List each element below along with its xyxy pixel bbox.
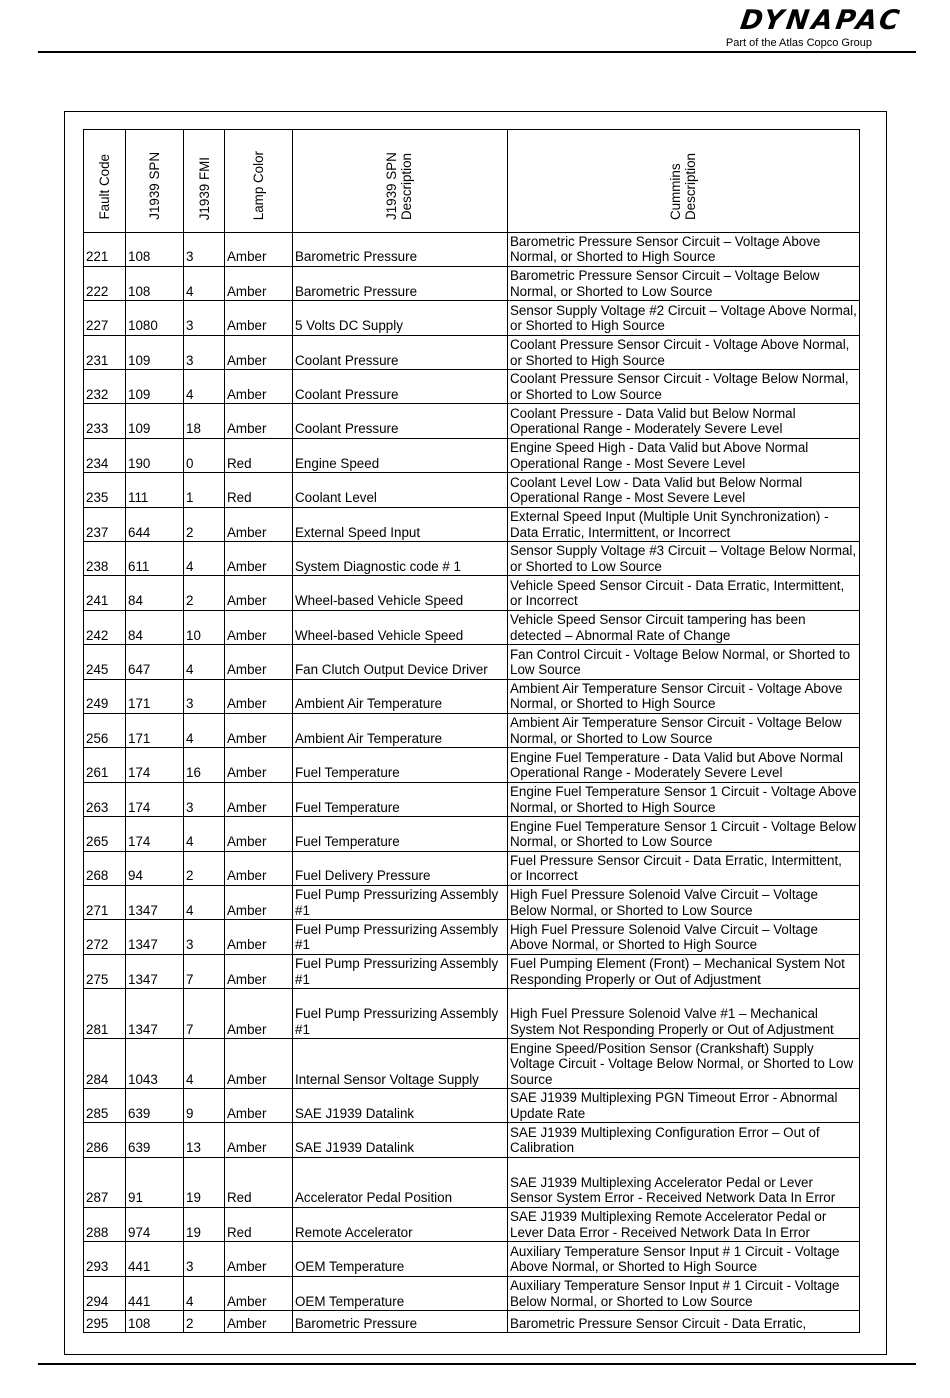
spn-description-cell: Coolant Pressure (293, 370, 508, 404)
spn-cell: 441 (126, 1276, 184, 1310)
lamp-color-cell: Amber (225, 610, 293, 644)
column-header-spn: J1939 SPN (126, 130, 184, 233)
lamp-color-cell: Amber (225, 851, 293, 885)
lamp-color-cell: Amber (225, 542, 293, 576)
spn-description-cell: Fuel Temperature (293, 748, 508, 782)
cummins-description-cell: High Fuel Pressure Solenoid Valve #1 – Mechanical System Not Responding Properly or Out of Adjustment (508, 989, 860, 1039)
fault-code-cell: 241 (84, 576, 126, 610)
fault-code-cell: 256 (84, 713, 126, 747)
spn-cell: 109 (126, 335, 184, 369)
table-row (84, 1311, 860, 1333)
fault-code-cell: 237 (84, 507, 126, 541)
table-row (84, 1089, 860, 1123)
fmi-cell: 2 (184, 1311, 225, 1333)
fmi-cell: 1 (184, 473, 225, 507)
fault-code-cell: 265 (84, 817, 126, 851)
fault-code-cell: 222 (84, 266, 126, 300)
cummins-description-cell: Fuel Pumping Element (Front) – Mechanical System Not Responding Properly or Out of Adjustment (508, 954, 860, 988)
lamp-color-cell: Amber (225, 920, 293, 954)
table-row (84, 1207, 860, 1241)
spn-cell: 1347 (126, 920, 184, 954)
fault-code-cell: 295 (84, 1311, 126, 1333)
fmi-cell: 3 (184, 920, 225, 954)
fmi-cell: 2 (184, 851, 225, 885)
spn-description-cell: 5 Volts DC Supply (293, 301, 508, 335)
fault-code-cell: 287 (84, 1157, 126, 1207)
fmi-cell: 3 (184, 301, 225, 335)
lamp-color-cell: Amber (225, 748, 293, 782)
spn-description-cell: SAE J1939 Datalink (293, 1123, 508, 1157)
fault-code-cell: 245 (84, 645, 126, 679)
table-row (84, 1123, 860, 1157)
cummins-description-cell: SAE J1939 Multiplexing Accelerator Pedal or Lever Sensor System Error - Received Network Data In Error (508, 1157, 860, 1207)
brand-name: DYNAPAC (738, 5, 905, 36)
spn-cell: 190 (126, 438, 184, 472)
table-row (84, 542, 860, 576)
fault-code-cell: 263 (84, 782, 126, 816)
fmi-cell: 7 (184, 954, 225, 988)
fmi-cell: 4 (184, 542, 225, 576)
spn-cell: 109 (126, 404, 184, 438)
spn-cell: 171 (126, 713, 184, 747)
cummins-description-cell: Vehicle Speed Sensor Circuit - Data Erratic, Intermittent, or Incorrect (508, 576, 860, 610)
fmi-cell: 4 (184, 817, 225, 851)
fault-code-cell: 281 (84, 989, 126, 1039)
spn-cell: 94 (126, 851, 184, 885)
table-row (84, 679, 860, 713)
fault-code-cell: 285 (84, 1089, 126, 1123)
spn-cell: 1080 (126, 301, 184, 335)
cummins-description-cell: Engine Speed/Position Sensor (Crankshaft) Supply Voltage Circuit - Voltage Below Normal, or Shorted to Low Source (508, 1039, 860, 1089)
spn-description-cell: Barometric Pressure (293, 266, 508, 300)
table-row (84, 782, 860, 816)
spn-description-cell: Wheel-based Vehicle Speed (293, 610, 508, 644)
spn-description-cell: Coolant Pressure (293, 335, 508, 369)
lamp-color-cell: Amber (225, 713, 293, 747)
fault-code-cell: 272 (84, 920, 126, 954)
cummins-description-cell: Coolant Level Low - Data Valid but Below Normal Operational Range - Most Severe Level (508, 473, 860, 507)
cummins-description-cell: Barometric Pressure Sensor Circuit – Voltage Below Normal, or Shorted to Low Source (508, 266, 860, 300)
spn-description-cell: Fuel Temperature (293, 782, 508, 816)
cummins-description-cell: Barometric Pressure Sensor Circuit – Voltage Above Normal, or Shorted to High Source (508, 232, 860, 266)
spn-description-cell: Wheel-based Vehicle Speed (293, 576, 508, 610)
lamp-color-cell: Amber (225, 507, 293, 541)
fmi-cell: 4 (184, 885, 225, 919)
cummins-description-cell: External Speed Input (Multiple Unit Synchronization) - Data Erratic, Intermittent, or Incorrect (508, 507, 860, 541)
cummins-description-cell: Coolant Pressure - Data Valid but Below Normal Operational Range - Moderately Severe Level (508, 404, 860, 438)
cummins-description-cell: Fuel Pressure Sensor Circuit - Data Erratic, Intermittent, or Incorrect (508, 851, 860, 885)
fault-code-cell: 294 (84, 1276, 126, 1310)
spn-cell: 91 (126, 1157, 184, 1207)
fault-code-cell: 227 (84, 301, 126, 335)
fmi-cell: 4 (184, 370, 225, 404)
lamp-color-cell: Amber (225, 335, 293, 369)
cummins-description-cell: SAE J1939 Multiplexing PGN Timeout Error - Abnormal Update Rate (508, 1089, 860, 1123)
fmi-cell: 2 (184, 507, 225, 541)
lamp-color-cell: Amber (225, 266, 293, 300)
spn-description-cell: Ambient Air Temperature (293, 679, 508, 713)
brand-tagline: Part of the Atlas Copco Group (725, 37, 872, 49)
table-row (84, 920, 860, 954)
lamp-color-cell: Amber (225, 1242, 293, 1276)
spn-cell: 647 (126, 645, 184, 679)
table-row (84, 954, 860, 988)
spn-cell: 1043 (126, 1039, 184, 1089)
cummins-description-cell: Sensor Supply Voltage #3 Circuit – Voltage Below Normal, or Shorted to Low Source (508, 542, 860, 576)
table-row (84, 1276, 860, 1310)
spn-cell: 171 (126, 679, 184, 713)
spn-cell: 1347 (126, 885, 184, 919)
spn-cell: 84 (126, 610, 184, 644)
spn-description-cell: Remote Accelerator (293, 1207, 508, 1241)
spn-cell: 109 (126, 370, 184, 404)
fault-code-cell: 261 (84, 748, 126, 782)
table-row (84, 370, 860, 404)
lamp-color-cell: Red (225, 1157, 293, 1207)
footer-rule (38, 1363, 916, 1365)
spn-description-cell: SAE J1939 Datalink (293, 1089, 508, 1123)
fault-code-cell: 233 (84, 404, 126, 438)
spn-description-cell: Fuel Temperature (293, 817, 508, 851)
fault-code-cell: 235 (84, 473, 126, 507)
spn-cell: 108 (126, 232, 184, 266)
spn-description-cell: Barometric Pressure (293, 1311, 508, 1333)
spn-description-cell: Fuel Pump Pressurizing Assembly #1 (293, 885, 508, 919)
spn-description-cell: Ambient Air Temperature (293, 713, 508, 747)
table-row (84, 1039, 860, 1089)
cummins-description-cell: SAE J1939 Multiplexing Remote Accelerator Pedal or Lever Data Error - Received Network Data In Error (508, 1207, 860, 1241)
spn-description-cell: Fuel Pump Pressurizing Assembly #1 (293, 954, 508, 988)
table-row (84, 713, 860, 747)
cummins-description-cell: High Fuel Pressure Solenoid Valve Circuit – Voltage Below Normal, or Shorted to Low Source (508, 885, 860, 919)
fault-code-cell: 232 (84, 370, 126, 404)
lamp-color-cell: Red (225, 1207, 293, 1241)
spn-description-cell: Coolant Pressure (293, 404, 508, 438)
cummins-description-cell: Auxiliary Temperature Sensor Input # 1 Circuit - Voltage Below Normal, or Shorted to Low Source (508, 1276, 860, 1310)
table-row (84, 266, 860, 300)
lamp-color-cell: Amber (225, 954, 293, 988)
fmi-cell: 9 (184, 1089, 225, 1123)
cummins-description-cell: Engine Speed High - Data Valid but Above Normal Operational Range - Most Severe Level (508, 438, 860, 472)
column-header-spn-description: J1939 SPN Description (293, 130, 508, 233)
fmi-cell: 4 (184, 1276, 225, 1310)
fault-code-cell: 275 (84, 954, 126, 988)
lamp-color-cell: Amber (225, 817, 293, 851)
fmi-cell: 19 (184, 1157, 225, 1207)
spn-description-cell: Coolant Level (293, 473, 508, 507)
spn-cell: 1347 (126, 989, 184, 1039)
spn-cell: 174 (126, 817, 184, 851)
column-header-lamp-color: Lamp Color (225, 130, 293, 233)
table-row (84, 1157, 860, 1207)
spn-description-cell: Engine Speed (293, 438, 508, 472)
header-rule (38, 51, 916, 53)
lamp-color-cell: Amber (225, 1039, 293, 1089)
lamp-color-cell: Amber (225, 645, 293, 679)
cummins-description-cell: High Fuel Pressure Solenoid Valve Circuit – Voltage Above Normal, or Shorted to High Source (508, 920, 860, 954)
fmi-cell: 4 (184, 645, 225, 679)
lamp-color-cell: Amber (225, 1123, 293, 1157)
fmi-cell: 3 (184, 1242, 225, 1276)
table-row (84, 645, 860, 679)
fmi-cell: 13 (184, 1123, 225, 1157)
spn-cell: 174 (126, 748, 184, 782)
fmi-cell: 3 (184, 335, 225, 369)
fault-code-cell: 271 (84, 885, 126, 919)
cummins-description-cell: Ambient Air Temperature Sensor Circuit - Voltage Below Normal, or Shorted to Low Source (508, 713, 860, 747)
fault-code-cell: 293 (84, 1242, 126, 1276)
lamp-color-cell: Amber (225, 1276, 293, 1310)
fmi-cell: 4 (184, 713, 225, 747)
cummins-description-cell: Ambient Air Temperature Sensor Circuit - Voltage Above Normal, or Shorted to High Source (508, 679, 860, 713)
lamp-color-cell: Red (225, 438, 293, 472)
table-header-row (84, 130, 860, 233)
lamp-color-cell: Amber (225, 1311, 293, 1333)
cummins-description-cell: Fan Control Circuit - Voltage Below Normal, or Shorted to Low Source (508, 645, 860, 679)
lamp-color-cell: Red (225, 473, 293, 507)
cummins-description-cell: Engine Fuel Temperature - Data Valid but Above Normal Operational Range - Moderately Severe Level (508, 748, 860, 782)
cummins-description-cell: Coolant Pressure Sensor Circuit - Voltage Above Normal, or Shorted to High Source (508, 335, 860, 369)
lamp-color-cell: Amber (225, 885, 293, 919)
lamp-color-cell: Amber (225, 404, 293, 438)
spn-cell: 84 (126, 576, 184, 610)
table-row (84, 817, 860, 851)
spn-description-cell: Internal Sensor Voltage Supply (293, 1039, 508, 1089)
fault-code-cell: 286 (84, 1123, 126, 1157)
fmi-cell: 7 (184, 989, 225, 1039)
spn-description-cell: Accelerator Pedal Position (293, 1157, 508, 1207)
spn-description-cell: System Diagnostic code # 1 (293, 542, 508, 576)
fmi-cell: 16 (184, 748, 225, 782)
lamp-color-cell: Amber (225, 1089, 293, 1123)
cummins-description-cell: Sensor Supply Voltage #2 Circuit – Voltage Above Normal, or Shorted to High Source (508, 301, 860, 335)
cummins-description-cell: SAE J1939 Multiplexing Configuration Error – Out of Calibration (508, 1123, 860, 1157)
lamp-color-cell: Amber (225, 989, 293, 1039)
fault-code-cell: 242 (84, 610, 126, 644)
lamp-color-cell: Amber (225, 576, 293, 610)
spn-description-cell: Fuel Pump Pressurizing Assembly #1 (293, 920, 508, 954)
table-row (84, 335, 860, 369)
spn-cell: 644 (126, 507, 184, 541)
fault-code-cell: 221 (84, 232, 126, 266)
spn-cell: 1347 (126, 954, 184, 988)
spn-description-cell: Barometric Pressure (293, 232, 508, 266)
fmi-cell: 10 (184, 610, 225, 644)
table-row (84, 1242, 860, 1276)
table-row (84, 507, 860, 541)
table-row (84, 748, 860, 782)
column-header-fmi: J1939 FMI (184, 130, 225, 233)
fault-code-table (83, 129, 860, 1333)
spn-cell: 611 (126, 542, 184, 576)
fmi-cell: 19 (184, 1207, 225, 1241)
fault-code-cell: 238 (84, 542, 126, 576)
cummins-description-cell: Barometric Pressure Sensor Circuit - Data Erratic, (508, 1311, 860, 1333)
spn-cell: 108 (126, 1311, 184, 1333)
spn-description-cell: OEM Temperature (293, 1242, 508, 1276)
fault-code-cell: 231 (84, 335, 126, 369)
spn-description-cell: Fuel Pump Pressurizing Assembly #1 (293, 989, 508, 1039)
cummins-description-cell: Engine Fuel Temperature Sensor 1 Circuit - Voltage Above Normal, or Shorted to High Source (508, 782, 860, 816)
lamp-color-cell: Amber (225, 370, 293, 404)
cummins-description-cell: Coolant Pressure Sensor Circuit - Voltage Below Normal, or Shorted to Low Source (508, 370, 860, 404)
fmi-cell: 18 (184, 404, 225, 438)
lamp-color-cell: Amber (225, 232, 293, 266)
fault-code-cell: 284 (84, 1039, 126, 1089)
fmi-cell: 4 (184, 1039, 225, 1089)
column-header-fault-code: Fault Code (84, 130, 126, 233)
fmi-cell: 3 (184, 679, 225, 713)
fmi-cell: 3 (184, 232, 225, 266)
fault-code-cell: 288 (84, 1207, 126, 1241)
table-row (84, 576, 860, 610)
table-row (84, 438, 860, 472)
spn-description-cell: Fuel Delivery Pressure (293, 851, 508, 885)
fault-code-cell: 268 (84, 851, 126, 885)
lamp-color-cell: Amber (225, 301, 293, 335)
table-row (84, 404, 860, 438)
spn-description-cell: External Speed Input (293, 507, 508, 541)
lamp-color-cell: Amber (225, 782, 293, 816)
cummins-description-cell: Vehicle Speed Sensor Circuit tampering has been detected – Abnormal Rate of Change (508, 610, 860, 644)
cummins-description-cell: Auxiliary Temperature Sensor Input # 1 Circuit - Voltage Above Normal, or Shorted to High Source (508, 1242, 860, 1276)
lamp-color-cell: Amber (225, 679, 293, 713)
fmi-cell: 0 (184, 438, 225, 472)
table-row (84, 885, 860, 919)
dynapac-logo (686, 5, 905, 50)
spn-description-cell: Fan Clutch Output Device Driver (293, 645, 508, 679)
spn-cell: 639 (126, 1089, 184, 1123)
table-row (84, 301, 860, 335)
table-row (84, 610, 860, 644)
fault-code-cell: 249 (84, 679, 126, 713)
spn-cell: 174 (126, 782, 184, 816)
fmi-cell: 3 (184, 782, 225, 816)
cummins-description-cell: Engine Fuel Temperature Sensor 1 Circuit - Voltage Below Normal, or Shorted to Low Source (508, 817, 860, 851)
fault-code-cell: 234 (84, 438, 126, 472)
table-row (84, 473, 860, 507)
table-row (84, 989, 860, 1039)
table-row (84, 232, 860, 266)
spn-cell: 441 (126, 1242, 184, 1276)
spn-description-cell: OEM Temperature (293, 1276, 508, 1310)
table-row (84, 851, 860, 885)
fmi-cell: 4 (184, 266, 225, 300)
fmi-cell: 2 (184, 576, 225, 610)
spn-cell: 111 (126, 473, 184, 507)
spn-cell: 974 (126, 1207, 184, 1241)
spn-cell: 108 (126, 266, 184, 300)
spn-cell: 639 (126, 1123, 184, 1157)
column-header-cummins-description: Cummins Description (508, 130, 860, 233)
